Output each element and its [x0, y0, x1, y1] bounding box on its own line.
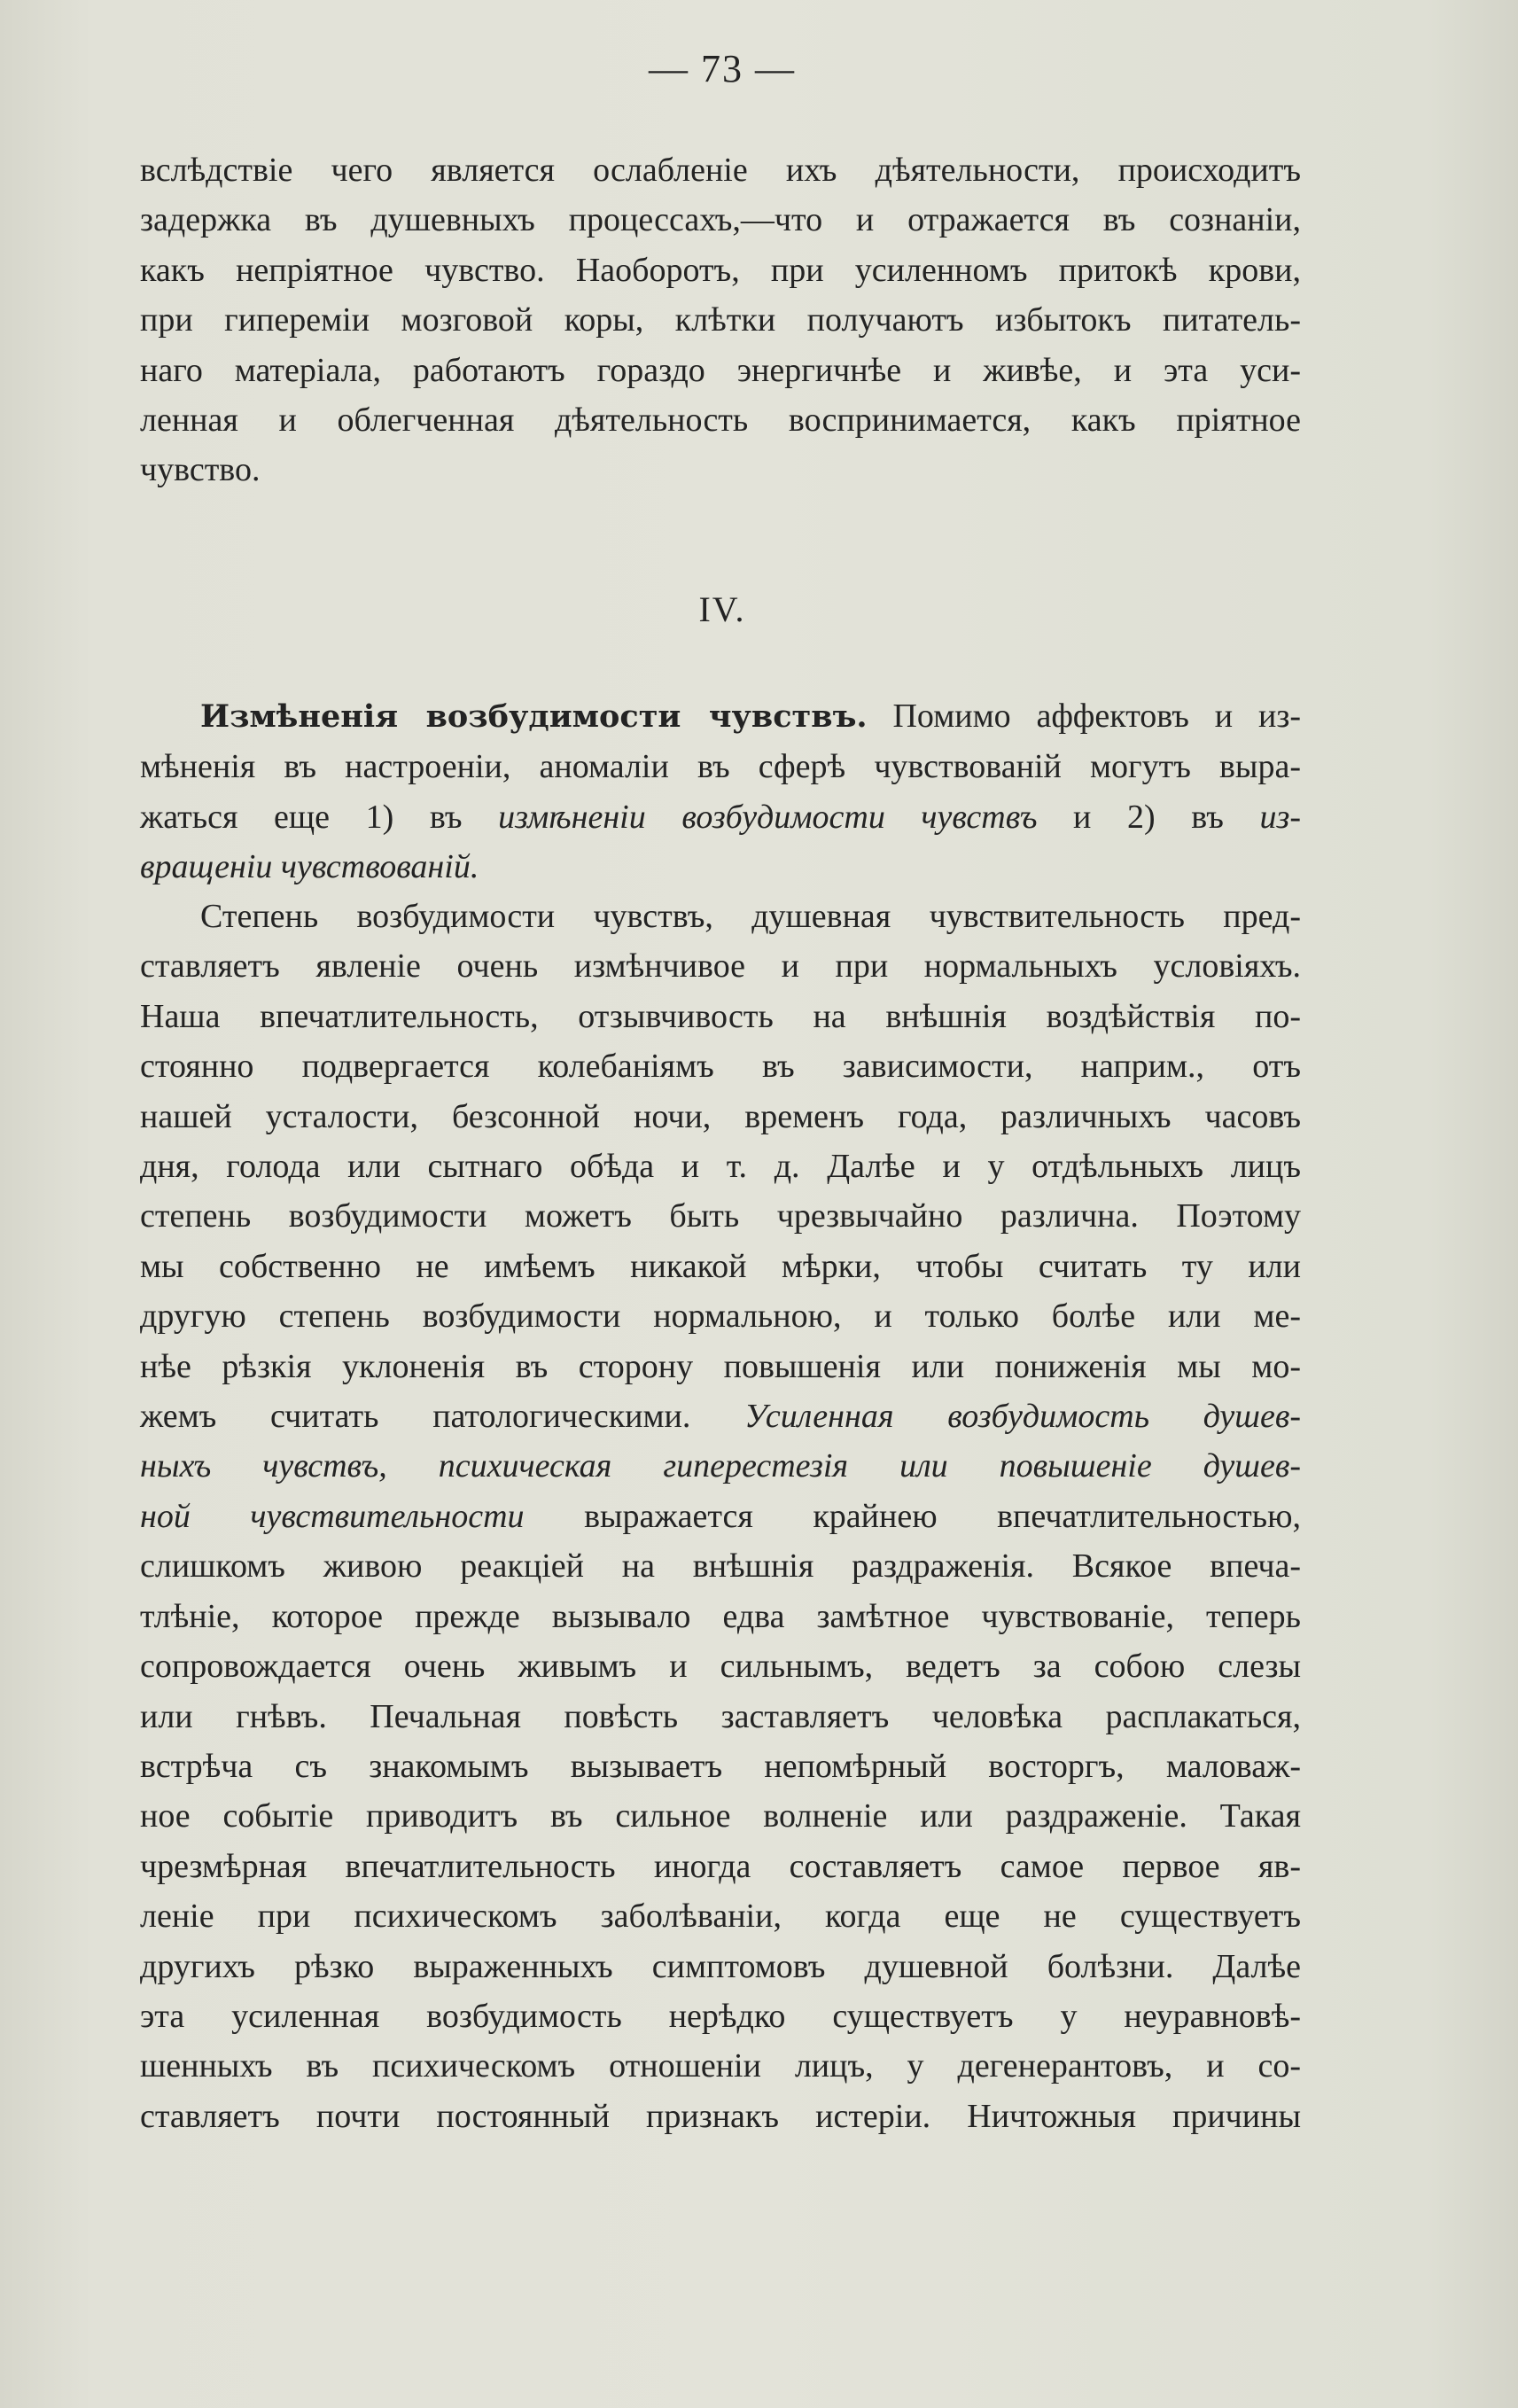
italic-run: ныхъ чувствъ, психическая гиперестезія или повышеніе душев- — [140, 1447, 1301, 1485]
text-line: ленная и облегченная дѣятельность воспринимается, какъ пріятное — [140, 401, 1301, 440]
paragraph-heading: Измѣненія возбудимости чувствъ. — [200, 698, 868, 735]
italic-run: Усиленная возбудимость душев- — [744, 1398, 1302, 1436]
text-line: Наша впечатлительность, отзывчивость на внѣшнія воздѣйствія по- — [140, 997, 1301, 1035]
text-line — [140, 1391, 1301, 1441]
text-line: нѣе рѣзкія уклоненія въ сторону повышенія или пониженія мы мо- — [140, 1347, 1301, 1385]
text-line: стоянно подвергается колебаніямъ въ зависимости, наприм., отъ — [140, 1048, 1301, 1086]
text-line: эта усиленная возбудимость нерѣдко существуетъ у неуравновѣ- — [140, 1997, 1301, 2035]
text-line: встрѣча съ знакомымъ вызываетъ непомѣрный восторгъ, маловаж- — [140, 1747, 1301, 1785]
text-line: ное событіе приводитъ въ сильное волненіе или раздраженіе. Такая — [140, 1797, 1301, 1835]
text-line: леніе при психическомъ заболѣваніи, когда еще не существуетъ — [140, 1898, 1301, 1936]
text-line: мы собственно не имѣемъ никакой мѣрки, чтобы считать ту или — [140, 1247, 1301, 1285]
text-run: выражается крайнею впечатлительностью, — [524, 1497, 1302, 1535]
text-line: мѣненія въ настроеніи, аномаліи въ сферѣ чувствованій могутъ выра- — [140, 748, 1301, 786]
page-number: — 73 — — [649, 47, 796, 90]
text-line: другихъ рѣзко выраженныхъ симптомовъ душевной болѣзни. Далѣе — [140, 1947, 1301, 1985]
paragraph-2 — [140, 691, 1301, 892]
text-run: жемъ считать патологическими. — [140, 1398, 745, 1436]
italic-run: из- — [1259, 798, 1301, 836]
text-line: шенныхъ въ психическомъ отношеніи лицъ, у дегенерантовъ, и со- — [140, 2047, 1301, 2085]
text-line: дня, голода или сытнаго обѣда и т. д. Далѣе и у отдѣльныхъ лицъ — [140, 1148, 1301, 1186]
text-line: ставляетъ явленіе очень измѣнчивое и при нормальныхъ условіяхъ. — [140, 947, 1301, 986]
text-run: Помимо аффектовъ и из- — [867, 697, 1301, 735]
text-line: сопровождается очень живымъ и сильнымъ, ведетъ за собою слезы — [140, 1648, 1301, 1686]
text-line: или гнѣвъ. Печальная повѣсть заставляетъ человѣка расплакаться, — [140, 1697, 1301, 1735]
text-line: вслѣдствіе чего является ослабленіе ихъ дѣятельности, происходитъ — [140, 152, 1301, 189]
text-line — [140, 1492, 1301, 1541]
text-line: ставляетъ почти постоянный признакъ истеріи. Ничтожныя причины — [140, 2097, 1301, 2135]
text-line: Степень возбудимости чувствъ, душевная чувствительность пред- — [200, 898, 1301, 935]
text-run: и 2) въ — [1037, 798, 1260, 836]
italic-run: ной чувствительности — [140, 1497, 525, 1535]
text-line: чувство. — [140, 451, 261, 489]
text-line: наго матеріала, работаютъ гораздо энергичнѣе и живѣе, и эта уси- — [140, 351, 1301, 389]
text-run: жаться еще 1) въ — [140, 798, 499, 836]
text-line: какъ непріятное чувство. Наоборотъ, при усиленномъ притокѣ крови, — [140, 251, 1301, 289]
text-line: слишкомъ живою реакціей на внѣшнія раздраженія. Всякое впеча- — [140, 1547, 1301, 1586]
text-line: при гипереміи мозговой коры, клѣтки получаютъ избытокъ питатель- — [140, 301, 1301, 339]
italic-run: измѣненіи возбудимости чувствъ — [498, 798, 1038, 836]
text-line — [140, 1441, 1301, 1491]
text-line: чрезмѣрная впечатлительность иногда составляетъ самое первое яв- — [140, 1847, 1301, 1885]
text-line — [140, 792, 1301, 842]
italic-run: вращеніи чувствованій. — [140, 848, 479, 886]
text-line: нашей усталости, безсонной ночи, временъ года, различныхъ часовъ — [140, 1097, 1301, 1135]
text-line — [140, 842, 1301, 892]
text-line: тлѣніе, которое прежде вызывало едва замѣтное чувствованіе, теперь — [140, 1597, 1301, 1635]
text-line: другую степень возбудимости нормальною, и только болѣе или ме- — [140, 1298, 1301, 1336]
paragraph-3 — [140, 892, 1301, 2141]
text-line: степень возбудимости можетъ быть чрезвычайно различна. Поэтому — [140, 1197, 1301, 1235]
section-heading: IV. — [698, 589, 746, 629]
paragraph-1 — [140, 145, 1301, 495]
text-line — [140, 691, 1301, 742]
text-line: задержка въ душевныхъ процессахъ,—что и отражается въ сознаніи, — [140, 201, 1301, 239]
